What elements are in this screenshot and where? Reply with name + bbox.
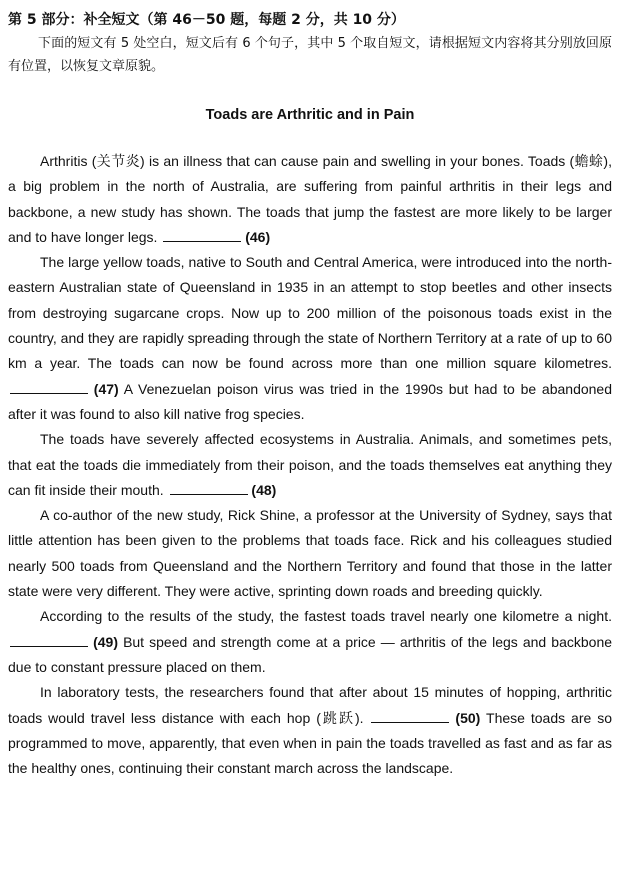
paragraph-6 [8,680,612,781]
question-number-47: (47) [93,380,119,397]
paragraph-text: The large yellow toads, native to South and Central America, were introduced into the north-eastern Australian state of Queensland in 1935 in an attempt to stop beetles and other insects from destroying sugarcane crops. Now up to 200 million of the poisonous toads exist in the country, and they are rapidly spreading through the state of Northern Territory at a rate of up to 60 km a year. The toads can now be found across more than one million square kilometres. [8,254,612,372]
answer-blank-46[interactable] [163,229,241,242]
question-number-50: (50) [455,709,481,726]
paragraph-4: A co-author of the new study, Rick Shine, a professor at the University of Sydney, says that little attention has been given to the problems that toads face. Rick and his colleagues studied nearly 500 toads from Queensland and the Northern Territory and found that those in the latter state were very different. They were active, sprinting down roads and breeding quickly. [8,507,612,600]
paragraph-text: Arthritis (关节炎) is an illness that can cause pain and swelling in your bones. Toads (蟾蜍), a big problem in the north of Australia, are suffering from painful arthritis in their legs and backbone, a new study has shown. The toads that jump the fastest are more likely to be larger and to have longer legs. [8,153,612,245]
question-number-46: (46) [245,228,271,245]
paragraph-1 [8,149,612,250]
paragraph-text: The toads have severely affected ecosystems in Australia. Animals, and sometimes pets, that eat the toads die immediately from their poison, and the toads themselves eat anything they can fit inside their mouth. [8,431,612,498]
paragraph-3 [8,427,612,503]
instructions: 下面的短文有 5 处空白，短文后有 6 个句子，其中 5 个取自短文，请根据短文内容将其分别放回原有位置，以恢复文章原貌。 [8,36,612,74]
question-number-49: (49) [93,633,118,650]
question-number-48: (48) [251,481,277,498]
paragraph-text: These toads are so programmed to move, apparently, that even when in pain the toads travelled as fast and as far as the healthy ones, continuing their constant march across the landscape. [8,709,612,777]
section-header: 第 5 部分：补全短文（第 46－50 题，每题 2 分，共 10 分） [8,12,405,28]
paragraph-text: In laboratory tests, the researchers found that after about 15 minutes of hopping, arthritic toads would travel less distance with each hop (跳跃). [8,684,612,726]
answer-blank-50[interactable] [371,710,449,723]
article-title: Toads are Arthritic and in Pain [205,107,415,123]
paragraph-text: According to the results of the study, the fastest toads travel nearly one kilometre a night. [40,608,612,625]
answer-blank-48[interactable] [170,482,248,495]
answer-blank-47[interactable] [10,381,88,394]
paragraph-text: But speed and strength come at a price — arthritis of the legs and backbone due to constant pressure placed on them. [8,633,613,675]
answer-blank-49[interactable] [10,634,88,647]
article-body [8,149,612,781]
paragraph-5 [8,604,612,680]
paragraph-2 [8,250,612,427]
paragraph-text: A Venezuelan poison virus was tried in the 1990s but had to be abandoned after it was found to also kill native frog species. [8,380,613,422]
